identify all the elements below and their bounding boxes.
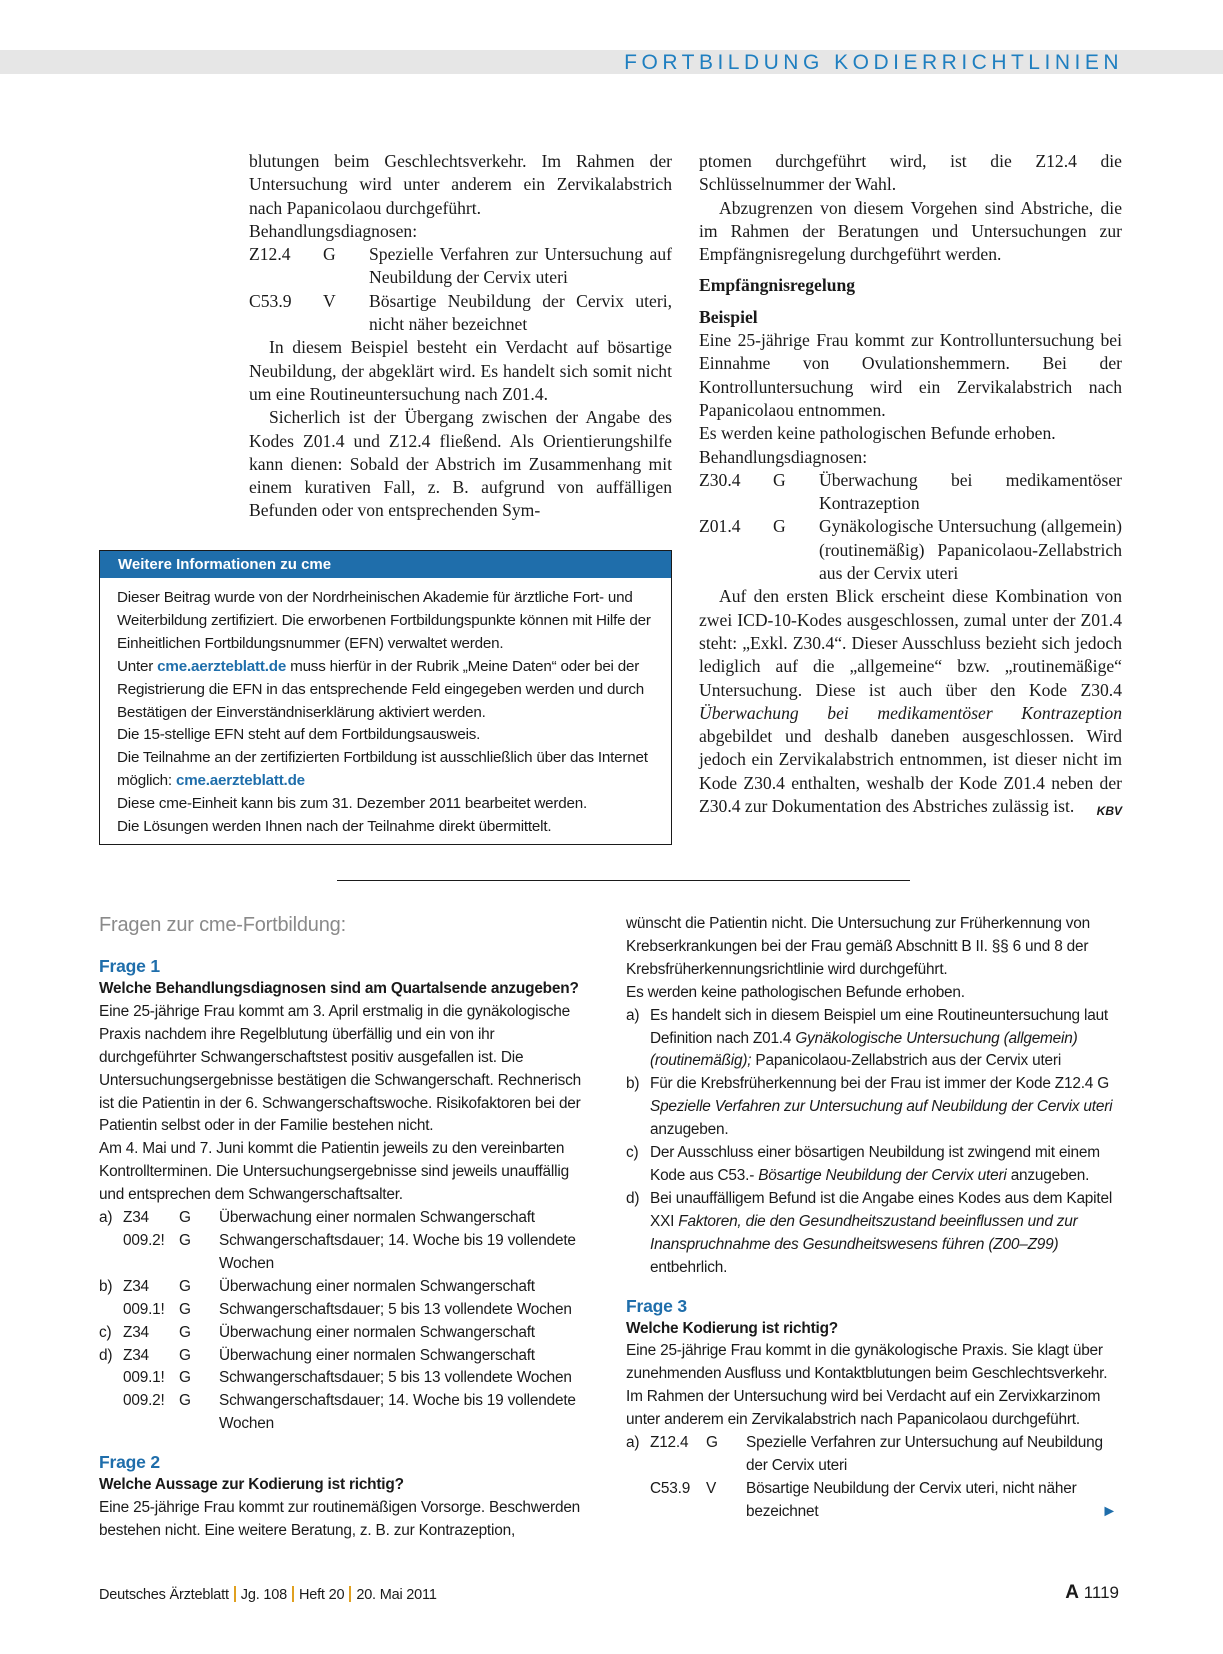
answer-row: b) Z34 G Überwachung einer normalen Schwangerschaft: [99, 1277, 535, 1295]
questions-heading: Fragen zur cme-Fortbildung:: [99, 914, 346, 936]
diagnosis-flag: G: [773, 516, 786, 537]
diagnosis-flag: G: [773, 469, 786, 490]
diagnosis-row: [699, 469, 1122, 516]
divider: [337, 880, 910, 881]
answer-row: c) Z34 G Überwachung einer normalen Schwangerschaft: [99, 1323, 535, 1341]
question-case: Es werden keine pathologischen Befunde erhoben.: [626, 983, 965, 1001]
diagnosis-flag: V: [323, 290, 336, 311]
diagnosis-code: Z12.4: [249, 244, 291, 265]
answer-row: a) Z12.4 G Spezielle Verfahren zur Untersuchung auf Neubildung der Cervix uteri: [626, 1434, 1103, 1474]
diagnosis-text: Überwachung bei medikamentöser Kontrazeption: [819, 469, 1122, 514]
cme-info-box: [99, 550, 672, 845]
answer-row: 009.1! G Schwangerschaftsdauer; 5 bis 13 vollendete Wochen: [123, 1369, 572, 1387]
diagnoses-label: Behandlungsdiagnosen:: [249, 220, 418, 241]
answer-row: a) Z34 G Überwachung einer normalen Schwangerschaft: [99, 1209, 535, 1227]
article-paragraph: Es werden keine pathologischen Befunde erhoben.: [699, 423, 1056, 444]
subsection-heading: Beispiel: [699, 306, 758, 327]
journal-issue: Heft 20: [298, 1587, 345, 1603]
article-paragraph: Sicherlich ist der Übergang zwischen der Angabe des Kodes Z01.4 und Z12.4 fließend. Als Orientierungshilfe kann dienen: Sobald der Abstrich im Zusammenhang mit einem kurativen Fall, z. B. aufgrund von auffälligen Befunden oder von entsprechenden Sym-: [249, 407, 672, 521]
question-text: Welche Behandlungsdiagnosen sind am Quartalsende anzugeben?: [99, 980, 579, 997]
continue-arrow-icon: ►: [1101, 1502, 1117, 1520]
info-text: Die Lösungen werden Ihnen nach der Teilnahme direkt übermittelt.: [117, 818, 552, 836]
info-text: Die Teilnahme an der zertifizierten Fortbildung ist ausschließlich über das Internet möglich: cme.aerzteblatt.de: [117, 749, 648, 790]
article-left-column: [249, 150, 672, 523]
answer-option: a) Es handelt sich in diesem Beispiel um eine Routineuntersuchung laut Definition nach Z01.4 Gynäkologische Untersuchung (allgemein) (routinemäßig); Papanicolaou-Zellabstrich aus der Cervix uteri: [626, 1006, 1109, 1070]
info-text: Diese cme-Einheit kann bis zum 31. Dezember 2011 bearbeitet werden.: [117, 795, 588, 813]
journal-name: Deutsches Ärzteblatt: [99, 1587, 229, 1603]
diagnosis-text: Spezielle Verfahren zur Untersuchung auf Neubildung der Cervix uteri: [369, 244, 672, 288]
question-title: Frage 1: [99, 956, 160, 976]
answer-option: d) Bei unauffälligem Befund ist die Angabe eines Kodes aus dem Kapitel XXI Faktoren, die den Gesundheitszustand beeinflussen und zur Inanspruchnahme des Gesundheitswesens führen (Z00–Z99) entbehrlich.: [626, 1189, 1113, 1276]
info-box-title: Weitere Informationen zu cme: [100, 551, 671, 578]
answer-row: 009.2! G Schwangerschaftsdauer; 14. Woche bis 19 vollendete Wochen: [123, 1231, 576, 1272]
article-paragraph: Eine 25-jährige Frau kommt zur Kontrolluntersuchung bei Einnahme von Ovulationshemmern. Bei der Kontrolluntersuchung wird ein Zervikalabstrich nach Papanicolaou entnommen.: [699, 330, 1122, 420]
questions-left-column: [99, 912, 592, 1543]
journal-date: 20. Mai 2011: [356, 1587, 437, 1603]
diagnosis-flag: G: [323, 244, 336, 265]
article-right-column: [699, 150, 1122, 823]
diagnosis-code: Z01.4: [699, 516, 741, 537]
question-case: Eine 25-jährige Frau kommt zur routinemäßigen Vorsorge. Beschwerden bestehen nicht. Eine weitere Beratung, z. B. zur Kontrazeption,: [99, 1499, 581, 1539]
diagnosis-code: C53.9: [249, 290, 292, 311]
answer-row: C53.9 V Bösartige Neubildung der Cervix uteri, nicht näher bezeichnet ►: [626, 1478, 1119, 1524]
answer-row: 009.1! G Schwangerschaftsdauer; 5 bis 13 vollendete Wochen: [123, 1300, 572, 1318]
question-case: Am 4. Mai und 7. Juni kommt die Patientin jeweils zu den vereinbarten Kontrollterminen. Die Untersuchungsergebnisse sind jeweils unauffällig und entsprechen dem Schwangerschaftsalter.: [99, 1140, 569, 1204]
answer-option: b) Für die Krebsfrüherkennung bei der Frau ist immer der Kode Z12.4 G Spezielle Verfahren zur Untersuchung auf Neubildung der Cervix uteri anzugeben.: [626, 1075, 1113, 1139]
question-text: Welche Kodierung ist richtig?: [626, 1319, 838, 1337]
question-case: Eine 25-jährige Frau kommt am 3. April erstmalig in die gynäkologische Praxis nachdem ihre Regelblutung überfällig und ein von ihr durchgeführter Schwangerschaftstest positiv ausgefallen ist. Die Untersuchungsergebnisse bestätigen die Schwangerschaft. Rechnerisch ist die Patientin in der 6. Schwangerschaftswoche. Risikofaktoren bei der Patientin selbst oder in der Familie bestehen nicht.: [99, 1002, 581, 1135]
article-paragraph: ptomen durchgeführt wird, ist die Z12.4 die Schlüsselnummer der Wahl.: [699, 151, 1122, 195]
journal-volume: Jg. 108: [240, 1587, 287, 1603]
page-number: A 1119: [1065, 1582, 1119, 1603]
info-text: Dieser Beitrag wurde von der Nordrheinischen Akademie für ärztliche Fort- und Weiterbildung zertifiziert. Die erworbenen Fortbildungspunkte können mit Hilfe der Einheitlichen Fortbildungsnummer (EFN) verwaltet werden.: [117, 589, 651, 652]
article-paragraph: Auf den ersten Blick erscheint diese Kombination von zwei ICD-10-Kodes ausgeschlossen, zumal unter der Z01.4 steht: „Exkl. Z30.4“. Dieser Ausschluss bezieht sich jedoch lediglich auf die „allgemeine“ bzw. „routinemäßige“ Untersuchung. Diese ist auch über den Kode Z30.4 Überwachung bei medikamentöser Kontrazeption abgebildet und deshalb daneben ausgeschlossen. Wird jedoch ein Zervikalabstrich entnommen, ist dieser nicht im Kode Z30.4 enthalten, weshalb der Kode Z01.4 neben der Z30.4 zur Dokumentation des Abstriches zulässig ist. KBV: [699, 585, 1122, 818]
questions-right-column: [626, 913, 1119, 1524]
section-heading: Empfängnisregelung: [699, 275, 856, 296]
info-box-body: [100, 578, 671, 839]
diagnosis-text: Bösartige Neubildung der Cervix uteri, nicht näher bezeichnet: [369, 290, 672, 335]
article-paragraph: In diesem Beispiel besteht ein Verdacht auf bösartige Neubildung, der abgeklärt wird. Es handelt sich somit nicht um eine Routineuntersuchung nach Z01.4.: [249, 337, 672, 404]
answer-row: 009.2! G Schwangerschaftsdauer; 14. Woche bis 19 vollendete Wochen: [123, 1392, 576, 1433]
cme-link[interactable]: cme.aerzteblatt.de: [157, 657, 287, 675]
info-text: Die 15-stellige EFN steht auf dem Fortbildungsausweis.: [117, 726, 481, 744]
diagnosis-row: [249, 243, 672, 290]
answer-row: d) Z34 G Überwachung einer normalen Schwangerschaft: [99, 1346, 535, 1364]
diagnoses-label: Behandlungsdiagnosen:: [699, 446, 868, 467]
question-text: Welche Aussage zur Kodierung ist richtig?: [99, 1476, 404, 1494]
diagnosis-row: [249, 290, 672, 337]
article-paragraph: Abzugrenzen von diesem Vorgehen sind Abstriche, die im Rahmen der Beratungen und Untersuchungen zur Empfängnisregelung durchgeführt werden.: [699, 197, 1122, 265]
question-title: Frage 2: [99, 1452, 160, 1473]
info-text: Unter cme.aerzteblatt.de muss hierfür in der Rubrik „Meine Daten“ oder bei der Registrierung die EFN in das entsprechende Feld eingegeben werden und durch Bestätigen der Einverständniserklärung aktiviert werden.: [117, 657, 645, 721]
article-paragraph: blutungen beim Geschlechtsverkehr. Im Rahmen der Untersuchung wird unter anderem ein Zervikalabstrich nach Papanicolaou durchgeführt.: [249, 151, 672, 218]
diagnosis-code: Z30.4: [699, 469, 741, 490]
footer-citation: [99, 1585, 437, 1605]
diagnosis-row: [699, 515, 1122, 585]
author-abbreviation: KBV: [1096, 804, 1122, 819]
diagnosis-text: Gynäkologische Untersuchung (allgemein) (routinemäßig) Papanicolaou-Zellabstrich aus der Cervix uteri: [819, 516, 1122, 584]
section-title: FORTBILDUNG KODIERRICHTLINIEN: [624, 51, 1123, 74]
question-case: wünscht die Patientin nicht. Die Untersuchung zur Früherkennung von Krebserkrankungen bei der Frau gemäß Abschnitt B II. §§ 6 und 8 der Krebsfrüherkennungsrichtlinie wird durchgeführt.: [626, 915, 1090, 978]
question-title: Frage 3: [626, 1295, 687, 1316]
cme-link[interactable]: cme.aerzteblatt.de: [175, 772, 305, 790]
answer-option: c) Der Ausschluss einer bösartigen Neubildung ist zwingend mit einem Kode aus C53.- Bösartige Neubildung der Cervix uteri anzugeben.: [626, 1144, 1100, 1184]
question-case: Eine 25-jährige Frau kommt in die gynäkologische Praxis. Sie klagt über zunehmenden Ausfluss und Kontaktblutungen beim Geschlechtsverkehr. Im Rahmen der Untersuchung wird bei Verdacht auf ein Zervixkarzinom unter anderem ein Zervikalabstrich nach Papanicolaou durchgeführt.: [626, 1342, 1108, 1429]
